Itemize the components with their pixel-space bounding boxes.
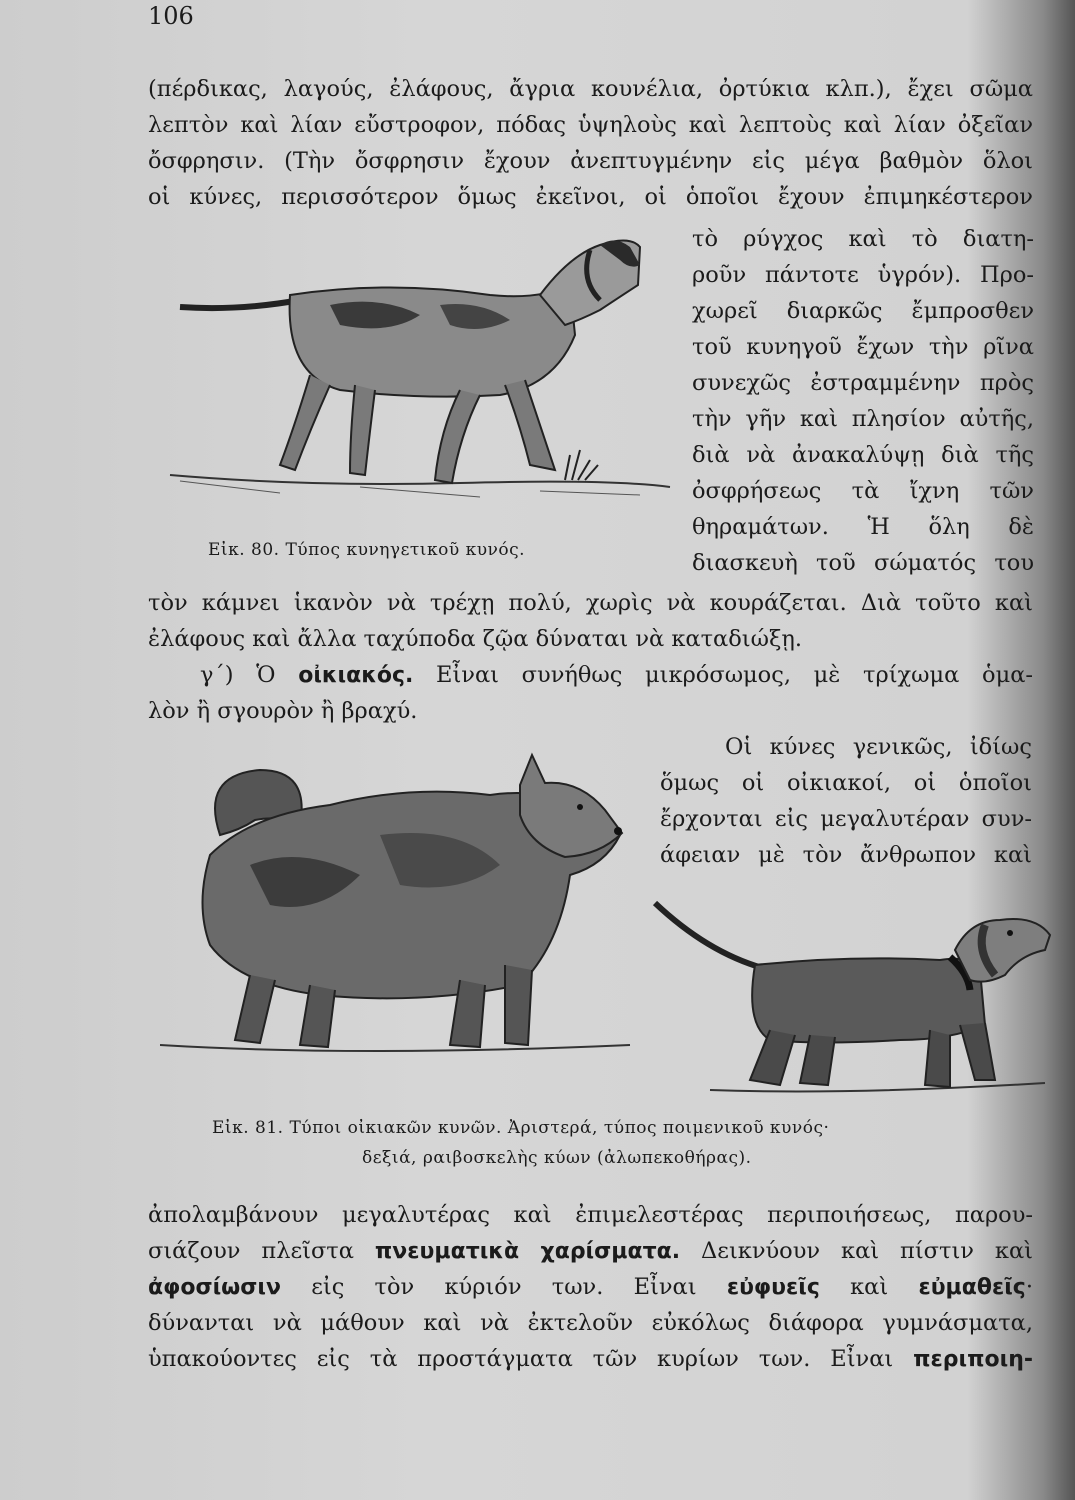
- shepherd-dog-illustration: [160, 745, 640, 1075]
- text-line: Οἱ κύνες γενικῶς, ἰδίως: [725, 734, 1032, 760]
- text-line: θηραμάτων. Ἡ ὅλη δὲ: [692, 514, 1034, 540]
- hunting-dog-illustration: [160, 225, 680, 515]
- text-line: ὄσφρησιν. (Τὴν ὄσφρησιν ἔχουν ἀνεπτυγμένην εἰς μέγα βαθμὸν ὅλοι: [148, 148, 1033, 174]
- emphasis-term: περιποιη-: [913, 1347, 1033, 1372]
- text-line: χωρεῖ διαρκῶς ἔμπροσθεν: [692, 298, 1034, 324]
- section-c-heading: γ΄) Ὁ οἰκιακός. Εἶναι συνήθως μικρόσωμος, μὲ τρίχωμα ὁμα-: [200, 662, 1033, 688]
- text-line: ἀφοσίωσιν εἰς τὸν κύριόν των. Εἶναι εὐφυεῖς καὶ εὐμαθεῖς·: [148, 1274, 1033, 1300]
- text-line: τοῦ κυνηγοῦ ἔχων τὴν ρῖνα: [692, 334, 1034, 360]
- emphasis-term: πνευματικὰ χαρίσματα.: [374, 1239, 681, 1264]
- text-line: οἱ κύνες, περισσότερον ὅμως ἐκεῖνοι, οἱ ὁποῖοι ἔχουν ἐπιμηκέστερον: [148, 184, 1033, 210]
- text-line: τὸ ρύγχος καὶ τὸ διατη-: [692, 226, 1034, 252]
- text-line: ροῦν πάντοτε ὑγρόν). Προ-: [692, 262, 1034, 288]
- text-line: ἐλάφους καὶ ἄλλα ταχύποδα ζῷα δύναται νὰ καταδιώξῃ.: [148, 626, 802, 652]
- text-line: διὰ νὰ ἀνακαλύψῃ διὰ τῆς: [692, 442, 1034, 468]
- emphasis-term: εὐμαθεῖς: [918, 1275, 1026, 1300]
- text-line: ὀσφρήσεως τὰ ἴχνη τῶν: [692, 478, 1034, 504]
- dachshund-illustration: [650, 895, 1060, 1105]
- text-line: δύνανται νὰ μάθουν καὶ νὰ ἐκτελοῦν εὐκόλως διάφορα γυμνάσματα,: [148, 1310, 1033, 1336]
- text-line: τὴν γῆν καὶ πλησίον αὐτῆς,: [692, 406, 1034, 432]
- text-line: (πέρδικας, λαγούς, ἐλάφους, ἄγρια κουνέλια, ὀρτύκια κλπ.), ἔχει σῶμα: [148, 76, 1033, 102]
- text-line: ἀπολαμβάνουν μεγαλυτέρας καὶ ἐπιμελεστέρας περιποιήσεως, παρου-: [148, 1202, 1033, 1228]
- text-line: ὑπακούοντες εἰς τὰ προστάγματα τῶν κυρίων των. Εἶναι περιποιη-: [148, 1346, 1033, 1372]
- emphasis-term: εὐφυεῖς: [726, 1275, 820, 1300]
- emphasis-term: ἀφοσίωσιν: [148, 1275, 281, 1300]
- text-line: λὸν ἢ σγουρὸν ἢ βραχύ.: [148, 698, 418, 724]
- text-line: σιάζουν πλεῖστα πνευματικὰ χαρίσματα. Δεικνύουν καὶ πίστιν καὶ: [148, 1238, 1034, 1264]
- text-line: ἔρχονται εἰς μεγαλυτέραν συν-: [660, 806, 1032, 832]
- section-c-term: οἰκιακός.: [298, 663, 414, 688]
- text-line: διασκευὴ τοῦ σώματός του: [692, 550, 1034, 576]
- page-number: 106: [148, 2, 194, 30]
- text-line: τὸν κάμνει ἱκανὸν νὰ τρέχῃ πολύ, χωρὶς νὰ κουράζεται. Διὰ τοῦτο καὶ: [148, 590, 1033, 616]
- figure-80-caption: Εἰκ. 80. Τύπος κυνηγετικοῦ κυνός.: [208, 540, 526, 560]
- text-line: συνεχῶς ἐστραμμένην πρὸς: [692, 370, 1034, 396]
- figure-81-caption-line-1: Εἰκ. 81. Τύποι οἰκιακῶν κυνῶν. Ἀριστερά, τύπος ποιμενικοῦ κυνός·: [212, 1118, 830, 1138]
- text-line: ὅμως οἱ οἰκιακοί, οἱ ὁποῖοι: [660, 770, 1032, 796]
- text-line: λεπτὸν καὶ λίαν εὔστροφον, πόδας ὑψηλοὺς καὶ λεπτοὺς καὶ λίαν ὀξεῖαν: [148, 112, 1033, 138]
- text-line: άφειαν μὲ τὸν ἄνθρωπον καὶ: [660, 842, 1032, 868]
- figure-81-caption-line-2: δεξιά, ραιβοσκελὴς κύων (ἀλωπεκοθήρας).: [362, 1148, 752, 1168]
